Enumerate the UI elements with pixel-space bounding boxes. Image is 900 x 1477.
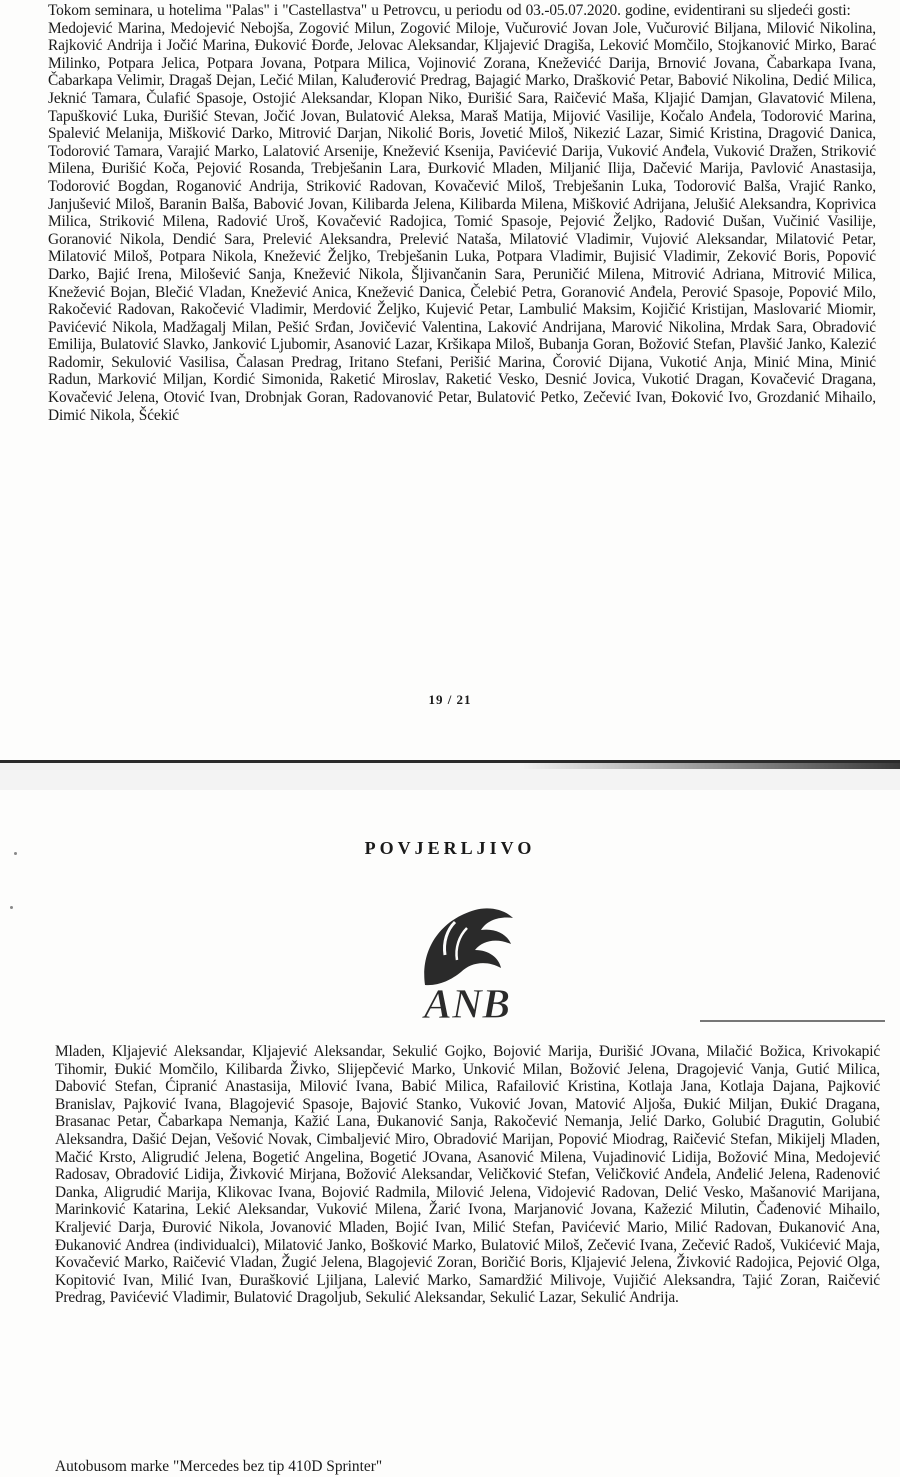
transport-line: Autobusom marke "Mercedes bez tip 410D Sprinter" — [55, 1458, 383, 1475]
page-number: 19 / 21 — [428, 692, 472, 707]
guest-names-top: Medojević Marina, Medojević Nebojša, Zogović Milun, Zogović Miloje, Vučurović Jovan Jole, Vučurović Biljana, Milović Nikolina, Rajković Andrija i Jočić Marina, Đuković Đorđe, Jelovac Aleksandar, Kljajević Dragiša, Leković Momčilo, Stojkanović Mirko, Barać Milinko, Potpara Jelica, Potpara Jovana, Potpara Milica, Vojinović Zorana, Kneževićć Darija, Brnović Jovana, Čabarkapa Ivana, Čabarkapa Velimir, Dragaš Dejan, Lečić Milan, Kaluđerović Predrag, Bajagić Marko, Drašković Petar, Babović Nikolina, Dedić Milica, Jeknić Tamara, Čulafić Spasoje, Ostojić Aleksandar, Klopan Niko, Đurišić Sara, Raičević Maša, Kljajić Damjan, Glavatović Milena, Tapušković Luka, Đurišić Stevan, Jočić Jovan, Bulatović Aleksa, Maraš Matija, Mijović Vasilije, Kočalo Anđela, Todorović Marina, Spalević Melanija, Mišković Darko, Mitrović Darjan, Nikolić Boris, Jovetić Miloš, Nikezić Lazar, Simić Kristina, Dragović Danica, Todorović Tamara, Varajić Marko, Lalatović Arsenije, Knežević Ksenija, Pavićević Darija, Vuković Anđela, Vuković Dražen, Striković Milena, Đurišić Koča, Pejović Rosanda, Trebješanin Lara, Đurković Mladen, Miljanić Ilija, Dačević Marija, Pavlović Anastasija, Todorović Bogdan, Roganović Andrija, Striković Radovan, Kovačević Miloš, Trebješanin Luka, Todorović Balša, Vrajić Ranko, Janjušević Miloš, Baranin Balša, Babović Jovan, Kilibarda Jelena, Kilibarda Milena, Mišković Adrijana, Jelušić Aleksandra, Koprivica Milica, Striković Milena, Radović Uroš, Kovačević Radojica, Tomić Spasoje, Pejović Željko, Radović Dušan, Vučinić Vasilije, Goranović Nikola, Dendić Sara, Prelević Aleksandra, Prelević Nataša, Milatović Vladimir, Vujović Aleksandar, Milatović Petar, Milatović Miloš, Potpara Nikola, Knežević Željko, Trebješanin Luka, Potpara Vladimir, Bujisić Vladimir, Zeković Boris, Popović Darko, Bajić Irena, Milošević Sanja, Knežević Nikola, Šljivančanin Sara, Peruničić Milena, Mitrović Adriana, Mitrović Milica, Knežević Bojan, Blečić Vladan, Knežević Anica, Knežević Danica, Čelebić Petra, Goranović Anđela, Perović Spasoje, Popović Milo, Rakočević Radovan, Rakočević Vladimir, Merdović Željko, Kujević Petar, Lambulić Maksim, Kojičić Kristijan, Maslovarić Miomir, Pavićević Nikola, Madžagalj Milan, Pešić Srđan, Jovičević Valentina, Laković Andrijana, Marović Nikolina, Mrdak Sara, Obradović Emilija, Bulatović Slavko, Janković Ljubomir, Asanović Lazar, Kršikapa Miloš, Bubanja Goran, Božović Stefan, Plavšić Janko, Kalezić Radomir, Sekulović Vasilisa, Čalasan Predrag, Iritano Stefani, Perišić Marina, Čorović Dijana, Vukotić Anja, Minić Mina, Minić Radun, Marković Miljan, Kordić Simonida, Raketić Miroslav, Raketić Vesko, Desnić Jovica, Vukotić Dragan, Kovačević Dragana, Kovačević Jelena, Otović Ivan, Drobnjak Goran, Radovanović Petar, Bulatović Petko, Zečević Ivan, Đoković Ivo, Grozdanić Mihailo, Dimić Nikola, Šćekić — [48, 19, 876, 424]
intro-paragraph: Tokom seminara, u hotelima "Palas" i "Castellastva" u Petrovcu, u periodu od 03.-05.07.2020. godine, evidentirani su sljedeći gosti: — [48, 2, 851, 19]
scan-edge-line — [700, 1020, 885, 1022]
anb-logo — [395, 900, 535, 1025]
guest-list-top — [48, 2, 876, 424]
logo-text: ANB — [423, 982, 511, 1025]
classification-heading: POVJERLJIVO — [364, 838, 536, 858]
scan-speck — [10, 906, 13, 909]
guest-names-bottom: Mladen, Kljajević Aleksandar, Kljajević Aleksandar, Sekulić Gojko, Bojović Marija, Đurišić JOvana, Milačić Božica, Krivokapić Tihomir, Đukić Momčilo, Kilibarda Živko, Slijepčević Marko, Unković Milan, Božović Jelena, Dragojević Vanja, Gutić Milica, Dabović Stefan, Ćipranić Anastasija, Milović Ivana, Babić Milica, Rafailović Kristina, Kotlaja Jana, Kotlaja Dajana, Pajković Branislav, Pajković Ivana, Blagojević Spasoje, Bajović Stanko, Vuković Jovan, Matović Aljoša, Đukić Miljan, Đukić Dragana, Brasanac Petar, Čabarkapa Nemanja, Kažić Lana, Đukanović Sanja, Rakočević Nemanja, Jelić Darko, Golubić Dragutin, Golubić Aleksandra, Dašić Dejan, Vešović Novak, Cimbaljević Miro, Obradović Marijan, Popović Miodrag, Raičević Stefan, Mikijelj Mladen, Mačić Krsto, Aligrudić Jelena, Bogetić Angelina, Bogetić JOvana, Asanović Milena, Vujadinović Lidija, Božović Mina, Medojević Radosav, Obradović Lidija, Živković Mirjana, Božović Aleksandar, Veličković Stefan, Veličković Anđela, Anđelić Jelena, Radenović Danka, Aligrudić Marija, Klikovac Ivana, Bojović Radmila, Milović Jelena, Vidojević Radovan, Delić Vesko, Mašanović Marijana, Marinković Katarina, Lekić Aleksandar, Vuković Milena, Žarić Ivona, Marjanović Jovana, Kažezić Milutin, Čađenović Mihailo, Kraljević Darja, Đurović Nikola, Jovanović Mladen, Bojić Ivan, Milić Stefan, Pavićević Mario, Milić Radovan, Đukanović Ana, Đukanović Andrea (individualci), Milatović Janko, Bošković Marko, Bulatović Miloš, Zečević Ivana, Zečević Radoš, Vukićević Maja, Kovačević Marko, Raičević Vladan, Žugić Jelena, Blagojević Zoran, Boričić Boris, Kljajević Jelena, Živković Radojica, Pejović Olga, Kopitović Ivan, Milić Ivan, Đurašković Ljiljana, Lalević Marko, Samardžić Milivoje, Vujičić Aleksandra, Tajić Zoran, Raičević Predrag, Pavićević Vladimir, Bulatović Dragoljub, Sekulić Aleksandar, Sekulić Lazar, Sekulić Andrija. — [55, 1043, 880, 1307]
bird-icon — [424, 908, 513, 985]
page-separator — [0, 760, 900, 793]
